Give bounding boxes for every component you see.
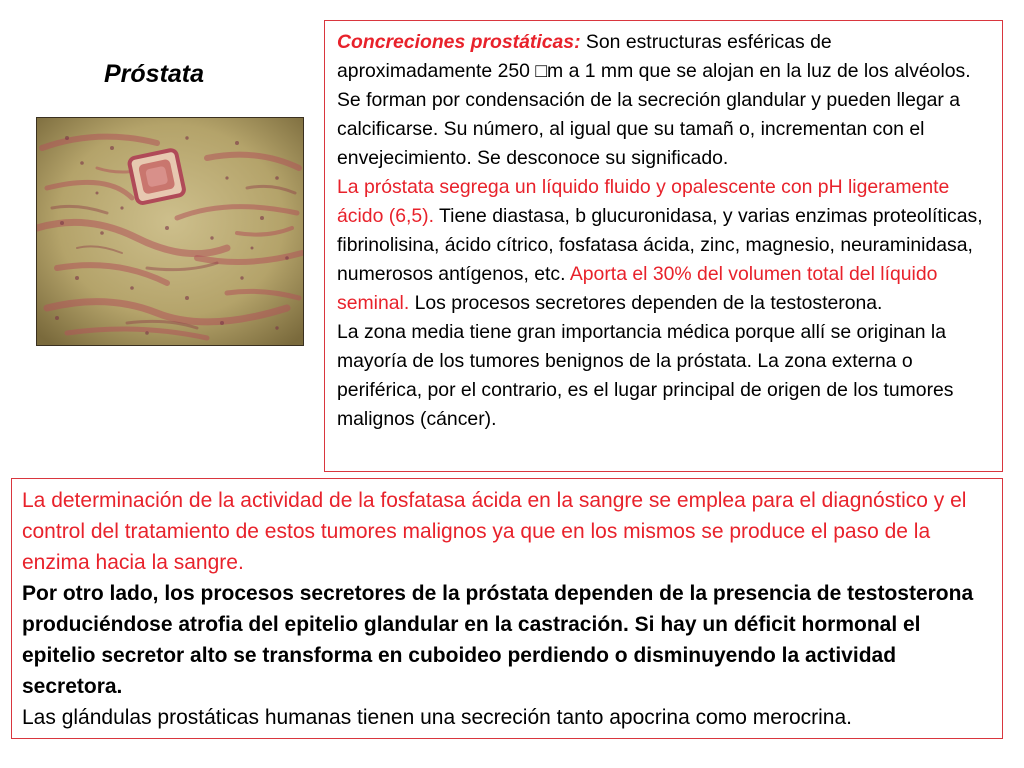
concretions-label: Concreciones prostáticas:	[337, 31, 581, 53]
zones-paragraph: La zona media tiene gran importancia médica porque allí se originan la mayoría de los tumores benignos de la próstata. La zona externa o periférica, por el contrario, es el lugar principal de origen de los tumores malignos (cáncer).	[337, 321, 954, 430]
secretory-process-paragraph: Por otro lado, los procesos secretores de la próstata dependen de la presencia de testosterona produciéndose atrofia del epitelio glandular en la castración. Si hay un déficit hormonal el epitelio secretor alto se transforma en cuboideo perdiendo o disminuyendo la actividad secretora.	[22, 582, 974, 698]
concretions-text: Son estructuras esféricas de aproximadamente 250 □m a 1 mm que se alojan en la luz de los alvéolos. Se forman por condensación de la secreción glandular y pueden llegar a calcificarse. Su número, al igual que su tamañ o, incrementan con el envejecimiento. Se desconoce su significado.	[337, 31, 971, 169]
histology-micrograph	[37, 118, 304, 346]
concretions-info-box	[324, 20, 1003, 472]
phosphatase-paragraph: La determinación de la actividad de la fosfatasa ácida en la sangre se emplea para el diagnóstico y el control del tratamiento de estos tumores malignos ya que en los mismos se produce el paso de la enzima hacia la sangre.	[22, 489, 967, 574]
volume-statement: Aporta el 30% del volumen total del líquido seminal.	[337, 263, 938, 314]
acid-phosphatase-box	[11, 478, 1003, 739]
testosterone-text: Los procesos secretores dependen de la testosterona.	[409, 292, 883, 314]
enzymes-text: Tiene diastasa, b glucuronidasa, y varias enzimas proteolíticas, fibrinolisina, ácido cítrico, fosfatasa ácida, zinc, magnesio, neuraminidasa, numerosos antígenos, etc.	[337, 205, 983, 285]
gland-secretion-paragraph: Las glándulas prostáticas humanas tienen una secreción tanto apocrina como merocrina.	[22, 706, 852, 729]
secretion-paragraph	[337, 173, 992, 318]
concretions-paragraph	[337, 28, 992, 173]
histology-image	[36, 117, 304, 346]
ph-statement: La próstata segrega un líquido fluido y opalescente con pH ligeramente ácido (6,5).	[337, 176, 950, 227]
page-title: Próstata	[104, 60, 205, 88]
